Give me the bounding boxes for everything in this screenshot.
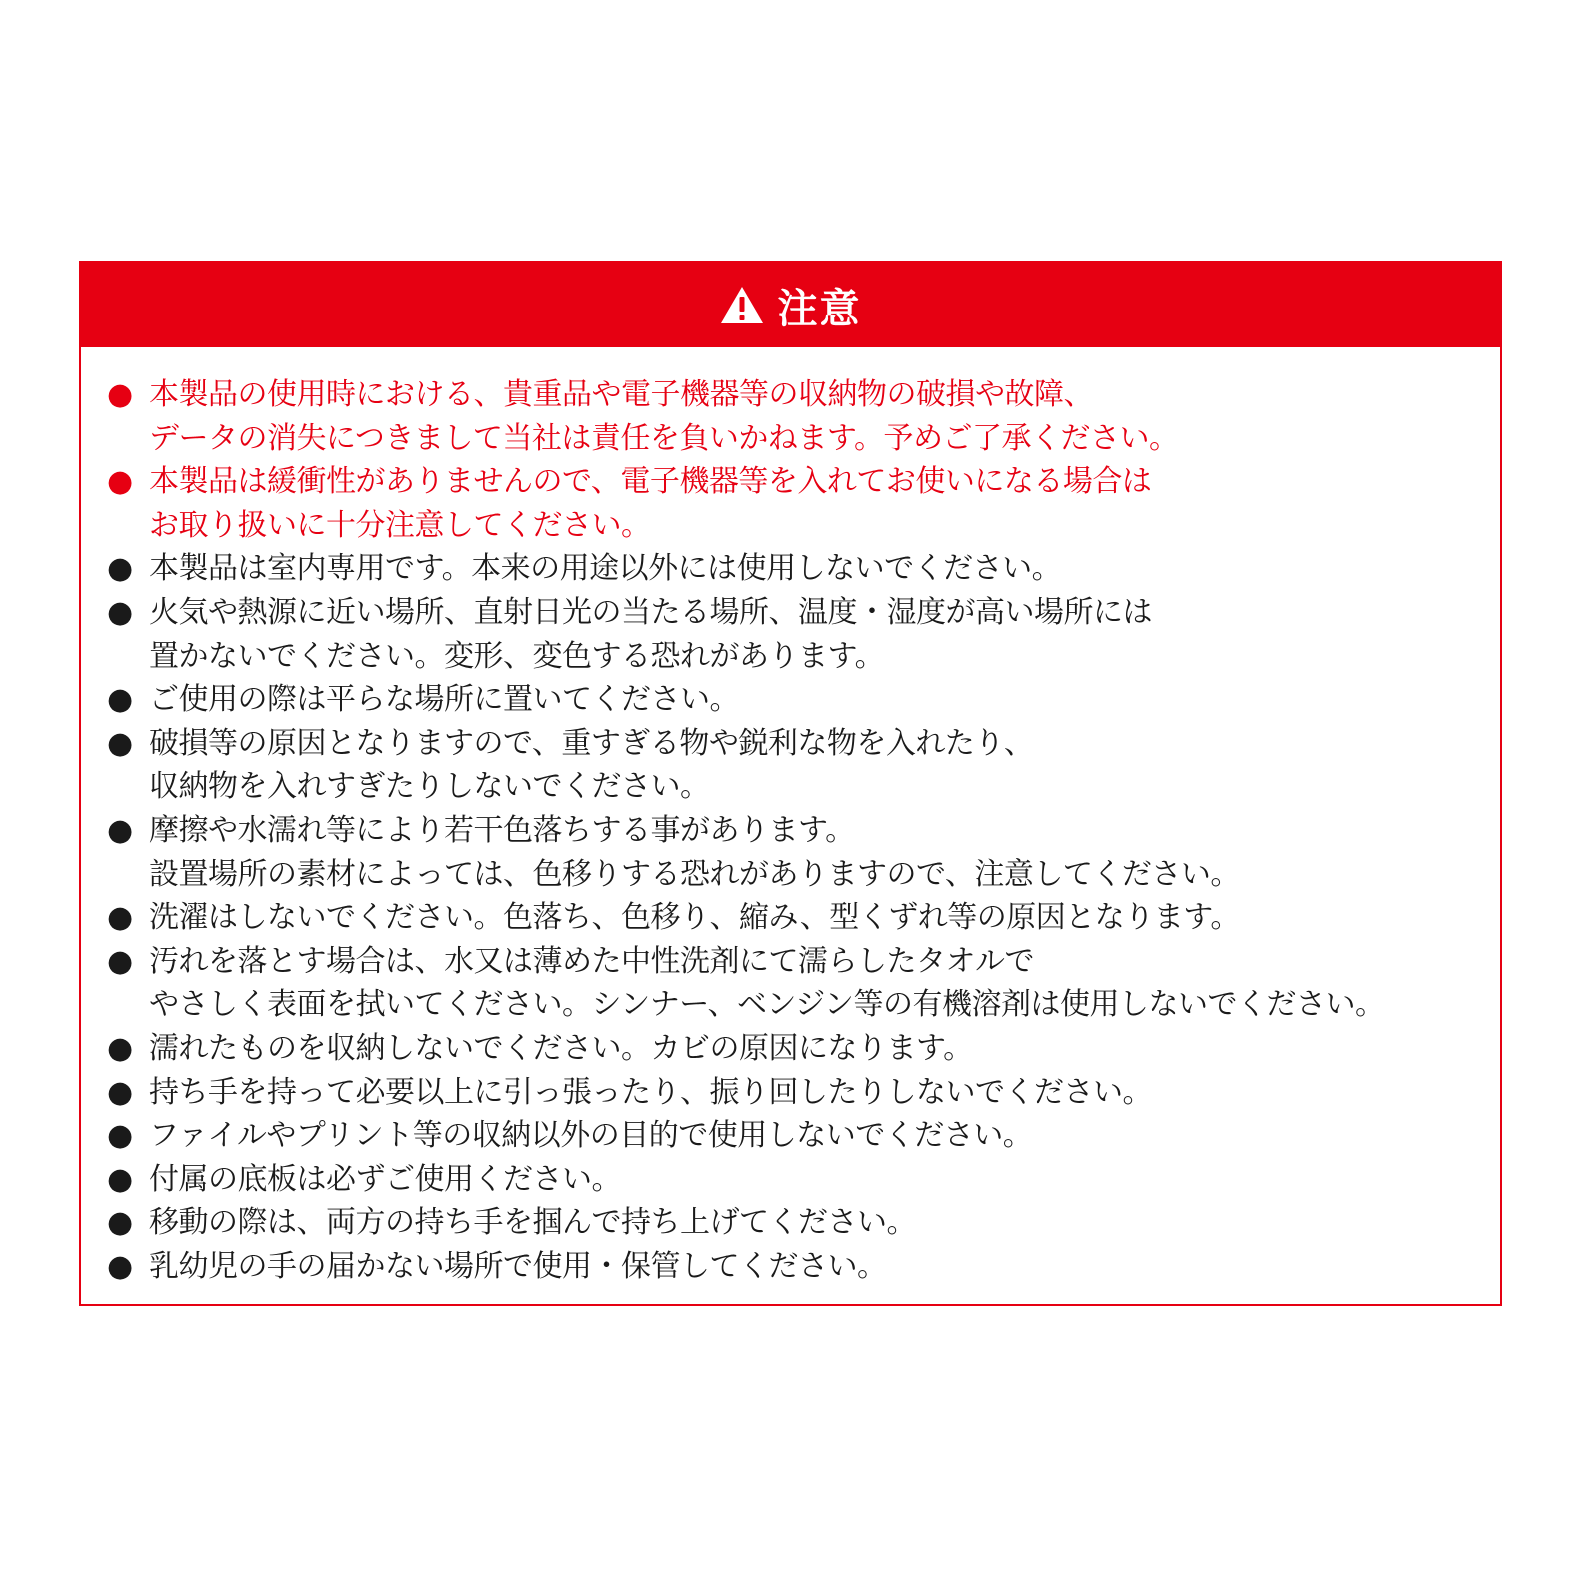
bullet-icon: ● — [107, 1030, 133, 1066]
item-text — [149, 547, 1500, 591]
item-line: 本製品は緩衝性がありませんので、電子機器等を入れてお使いになる場合は — [149, 464, 1152, 500]
item-text — [149, 460, 1500, 547]
item-line: 付属の底板は必ずご使用ください。 — [149, 1161, 621, 1197]
list-item — [107, 460, 1500, 547]
list-item — [107, 809, 1500, 896]
caution-title: 注意 — [777, 285, 862, 332]
bullet-icon: ● — [107, 1161, 133, 1197]
list-item — [107, 722, 1500, 809]
item-line: ファイルやプリント等の収納以外の目的で使用しないでください。 — [149, 1118, 1033, 1154]
item-line: 収納物を入れすぎたりしないでください。 — [149, 769, 710, 805]
bullet-icon: ● — [107, 1118, 133, 1154]
list-item — [107, 896, 1500, 940]
item-line: 摩擦や水濡れ等により若干色落ちする事があります。 — [149, 812, 855, 848]
bullet-icon: ● — [107, 551, 133, 587]
item-line: 洗濯はしないでください。色落ち、色移り、縮み、型くずれ等の原因となります。 — [149, 900, 1240, 936]
caution-notice — [79, 261, 1502, 1306]
list-item — [107, 678, 1500, 722]
bullet-icon: ● — [107, 1248, 133, 1284]
item-line: 移動の際は、両方の持ち手を掴んで持ち上げてください。 — [149, 1205, 916, 1241]
list-item — [107, 1114, 1500, 1158]
item-line: 破損等の原因となりますので、重すぎる物や鋭利な物を入れたり、 — [149, 725, 1034, 761]
bullet-icon: ● — [107, 682, 133, 718]
bullet-icon: ● — [107, 1074, 133, 1110]
item-line: やさしく表面を拭いてください。シンナー、ベンジン等の有機溶剤は使用しないでください。 — [149, 987, 1385, 1023]
list-item — [107, 1245, 1500, 1289]
list-item — [107, 1071, 1500, 1115]
caution-header — [81, 263, 1500, 347]
bullet-icon: ● — [107, 943, 133, 979]
item-text — [149, 591, 1500, 678]
item-text — [149, 1027, 1500, 1071]
item-line: 濡れたものを収納しないでください。カビの原因になります。 — [149, 1030, 973, 1066]
item-line: 乳幼児の手の届かない場所で使用・保管してください。 — [149, 1248, 887, 1284]
item-text — [149, 809, 1500, 896]
item-text — [149, 1158, 1500, 1202]
item-text — [149, 1114, 1500, 1158]
list-item — [107, 1201, 1500, 1245]
item-line: ご使用の際は平らな場所に置いてください。 — [149, 682, 739, 718]
bullet-icon: ● — [107, 725, 133, 761]
item-text — [149, 940, 1500, 1027]
item-text — [149, 1071, 1500, 1115]
bullet-icon: ● — [107, 812, 133, 848]
item-line: 火気や熱源に近い場所、直射日光の当たる場所、温度・湿度が高い場所には — [149, 594, 1152, 630]
item-line: 置かないでください。変形、変色する恐れがあります。 — [149, 638, 885, 674]
list-item — [107, 1158, 1500, 1202]
list-item — [107, 1027, 1500, 1071]
item-line: 本製品は室内専用です。本来の用途以外には使用しないでください。 — [149, 551, 1062, 587]
list-item — [107, 940, 1500, 1027]
warning-triangle-icon — [720, 286, 764, 324]
bullet-icon: ● — [107, 594, 133, 630]
item-line: データの消失につきまして当社は責任を負いかねます。予めご了承ください。 — [149, 420, 1179, 456]
list-item — [107, 547, 1500, 591]
item-text — [149, 896, 1500, 940]
list-item — [107, 591, 1500, 678]
bullet-icon: ● — [107, 377, 133, 412]
item-text — [149, 722, 1500, 809]
item-text — [149, 678, 1500, 722]
caution-list — [81, 347, 1500, 1288]
item-line: お取り扱いに十分注意してください。 — [149, 507, 651, 543]
bullet-icon: ● — [107, 464, 133, 500]
item-line: 汚れを落とす場合は、水又は薄めた中性洗剤にて濡らしたタオルで — [149, 943, 1034, 979]
list-item — [107, 373, 1500, 460]
item-text — [149, 1201, 1500, 1245]
item-line: 設置場所の素材によっては、色移りする恐れがありますので、注意してください。 — [149, 856, 1240, 892]
item-line: 本製品の使用時における、貴重品や電子機器等の収納物の破損や故障、 — [149, 377, 1093, 412]
bullet-icon: ● — [107, 1205, 133, 1241]
item-text — [149, 373, 1500, 460]
bullet-icon: ● — [107, 900, 133, 936]
item-line: 持ち手を持って必要以上に引っ張ったり、振り回したりしないでください。 — [149, 1074, 1152, 1110]
item-text — [149, 1245, 1500, 1289]
